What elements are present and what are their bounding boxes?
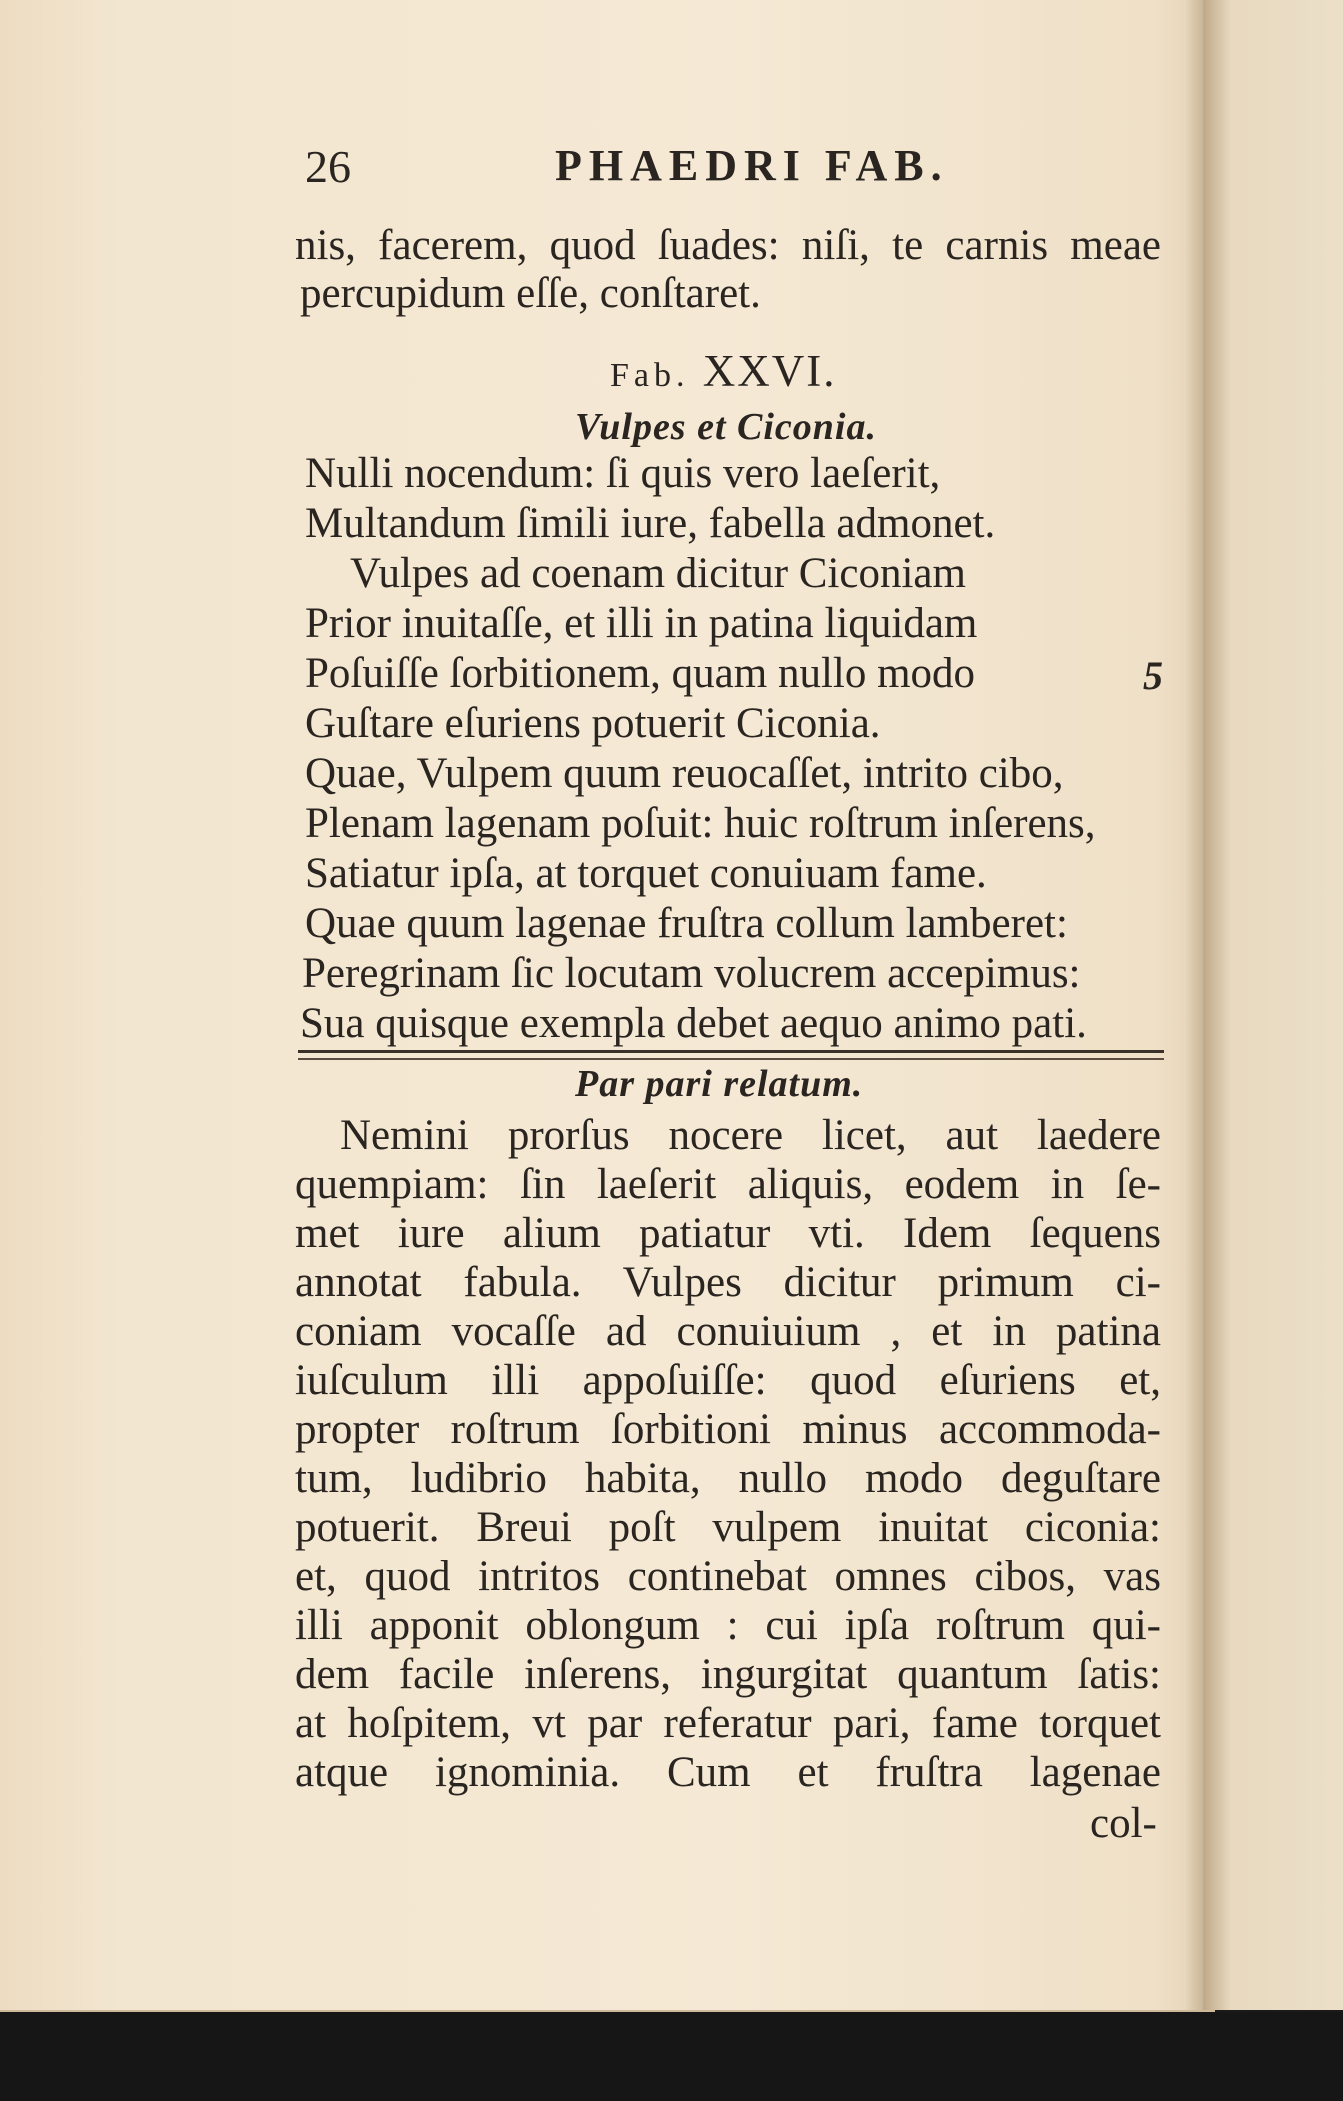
verse-line: Nulli nocendum: ſi quis vero laeſerit, [305, 450, 941, 497]
fable-number: XXVI. [702, 346, 837, 396]
section-rule [298, 1058, 1164, 1060]
verse-line: Sua quisque exempla debet aequo animo pati. [300, 1000, 1087, 1047]
prose-line: dem facile inſerens, ingurgitat quantum ſatis: [295, 1651, 1161, 1698]
scan-background [0, 2012, 1343, 2101]
prose-line: coniam vocaſſe ad conuiuium , et in patina [295, 1308, 1161, 1355]
prose-line: et, quod intritos continebat omnes cibos, vas [295, 1553, 1161, 1600]
verse-line: Peregrinam ſic locutam volucrem accepimus: [302, 950, 1081, 997]
verse-line: Prior inuitaſſe, et illi in patina liquidam [305, 600, 978, 647]
verse-line: Vulpes ad coenam dicitur Ciconiam [350, 550, 966, 597]
prose-line: tum, ludibrio habita, nullo modo deguſtare [295, 1455, 1161, 1502]
prose-line: atque ignominia. Cum et fruſtra lagenae [295, 1749, 1161, 1796]
verse-line: Quae, Vulpem quum reuocaſſet, intrito cibo, [305, 750, 1064, 797]
prose-line: illi apponit oblongum : cui ipſa roſtrum qui- [295, 1602, 1161, 1649]
line-number-marker: 5 [1143, 653, 1163, 698]
prose-line: Nemini prorſus nocere licet, aut laedere [340, 1112, 1161, 1159]
prose-line: propter roſtrum ſorbitioni minus accommoda- [295, 1406, 1161, 1453]
fable-label: Fab. [610, 357, 690, 394]
verse-line: Guſtare eſuriens potuerit Ciconia. [305, 700, 881, 747]
fable-heading [610, 345, 836, 397]
page-number: 26 [305, 141, 351, 192]
verse-line: Plenam lagenam poſuit: huic roſtrum inſerens, [305, 800, 1096, 847]
continuation-line: percupidum eſſe, conſtaret. [300, 270, 761, 317]
catchword: col- [1090, 1800, 1157, 1847]
prose-line: quempiam: ſin laeſerit aliquis, eodem in ſe- [295, 1161, 1161, 1208]
verse-line: Multandum ſimili iure, fabella admonet. [305, 500, 996, 547]
facing-page-edge [1203, 0, 1343, 2010]
prose-line: annotat fabula. Vulpes dicitur primum ci- [295, 1259, 1161, 1306]
prose-line: potuerit. Breui poſt vulpem inuitat ciconia: [295, 1504, 1161, 1551]
continuation-line: nis, facerem, quod ſuades: niſi, te carnis meae [295, 222, 1161, 269]
paraphrase-title: Par pari relatum. [575, 1063, 864, 1105]
running-title: PHAEDRI FAB. [555, 141, 949, 190]
section-rule [298, 1050, 1164, 1053]
verse-line: Satiatur ipſa, at torquet conuiuam fame. [305, 850, 987, 897]
prose-line: at hoſpitem, vt par referatur pari, fame torquet [295, 1700, 1161, 1747]
prose-line: iuſculum illi appoſuiſſe: quod eſuriens et, [295, 1357, 1161, 1404]
prose-line: met iure alium patiatur vti. Idem ſequens [295, 1210, 1161, 1257]
verse-line: Quae quum lagenae fruſtra collum lamberet: [305, 900, 1068, 947]
verse-line: Poſuiſſe ſorbitionem, quam nullo modo [305, 650, 976, 697]
fable-subtitle: Vulpes et Ciconia. [575, 406, 877, 448]
